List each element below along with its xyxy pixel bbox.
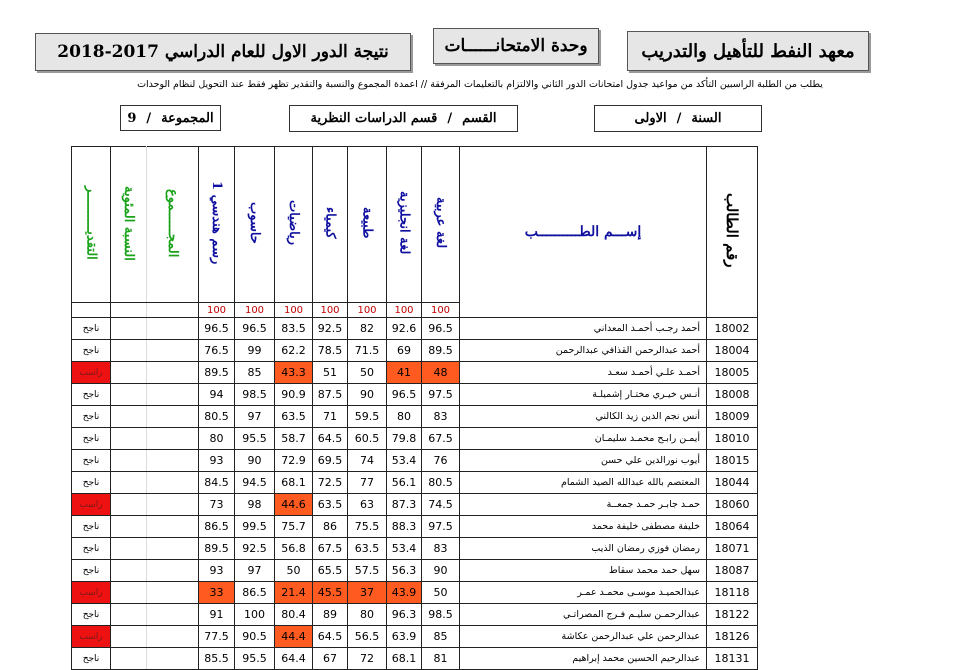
total-cell xyxy=(147,604,199,626)
total-cell xyxy=(147,472,199,494)
mark-cell: 63.5 xyxy=(313,494,348,516)
mark-cell: 53.4 xyxy=(387,538,422,560)
percent-cell xyxy=(111,516,147,538)
mark-cell: 90 xyxy=(235,450,275,472)
mark-cell: 96.5 xyxy=(387,384,422,406)
mark-cell: 60.5 xyxy=(348,428,387,450)
mark-cell: 64.4 xyxy=(275,648,313,670)
mark-cell: 51 xyxy=(313,362,348,384)
student-name-cell: أحمد عبدالرحمن القذافي عبدالرحمن xyxy=(460,340,707,362)
percent-cell xyxy=(111,538,147,560)
header-nature: طبيعة xyxy=(348,147,387,303)
mark-cell: 64.5 xyxy=(313,428,348,450)
student-name-cell: أيمـن رابـح محمـد سليمـان xyxy=(460,428,707,450)
percent-cell xyxy=(111,450,147,472)
grade-cell: ناجح xyxy=(72,428,111,450)
mark-cell: 100 xyxy=(235,604,275,626)
mark-cell: 77.5 xyxy=(199,626,235,648)
mark-cell: 82 xyxy=(348,318,387,340)
mark-cell: 64.5 xyxy=(313,626,348,648)
total-cell xyxy=(147,384,199,406)
department-value: قسم الدراسات النظرية xyxy=(310,111,438,126)
mark-cell: 65.5 xyxy=(313,560,348,582)
total-cell xyxy=(147,494,199,516)
total-cell xyxy=(147,648,199,670)
mark-cell: 80 xyxy=(348,604,387,626)
year-separator: / xyxy=(676,111,682,126)
mark-cell: 63.9 xyxy=(387,626,422,648)
mark-cell: 90 xyxy=(422,560,460,582)
mark-cell: 89 xyxy=(313,604,348,626)
mark-cell: 72.5 xyxy=(313,472,348,494)
mark-cell: 71.5 xyxy=(348,340,387,362)
mark-cell: 87.3 xyxy=(387,494,422,516)
header-math: رياضيات xyxy=(275,147,313,303)
mark-cell: 98.5 xyxy=(235,384,275,406)
mark-cell: 50 xyxy=(348,362,387,384)
mark-cell: 98.5 xyxy=(422,604,460,626)
mark-cell: 67.5 xyxy=(422,428,460,450)
table-row xyxy=(72,362,758,384)
mark-cell: 56.1 xyxy=(387,472,422,494)
mark-cell: 97 xyxy=(235,406,275,428)
group-separator: / xyxy=(146,110,152,126)
mark-cell: 58.7 xyxy=(275,428,313,450)
mark-cell: 96.5 xyxy=(199,318,235,340)
mark-cell: 80.5 xyxy=(422,472,460,494)
student-id-cell: 18015 xyxy=(707,450,758,472)
mark-cell: 89.5 xyxy=(199,362,235,384)
header-chemistry: كيمياء xyxy=(313,147,348,303)
mark-cell: 77 xyxy=(348,472,387,494)
table-row xyxy=(72,604,758,626)
student-name-cell: رمضان فوزي رمضان الذيب xyxy=(460,538,707,560)
mark-cell: 72.9 xyxy=(275,450,313,472)
total-cell xyxy=(147,428,199,450)
total-cell xyxy=(147,560,199,582)
grade-cell: راسب xyxy=(72,582,111,604)
table-row xyxy=(72,516,758,538)
percent-cell xyxy=(111,604,147,626)
grade-cell: ناجح xyxy=(72,384,111,406)
mark-cell: 43.3 xyxy=(275,362,313,384)
mark-cell: 43.9 xyxy=(387,582,422,604)
mark-cell: 93 xyxy=(199,450,235,472)
student-name-cell: المعتصم بالله عبدالله الصيد الشمام xyxy=(460,472,707,494)
mark-cell: 50 xyxy=(422,582,460,604)
mark-cell: 69.5 xyxy=(313,450,348,472)
table-row xyxy=(72,626,758,648)
mark-cell: 74 xyxy=(348,450,387,472)
table-row xyxy=(72,494,758,516)
group-label: المجموعة xyxy=(161,110,214,126)
mark-cell: 80.5 xyxy=(199,406,235,428)
mark-cell: 86 xyxy=(313,516,348,538)
header-drawing: رسم هندسي 1 xyxy=(199,147,235,303)
max-mark: 100 xyxy=(199,303,235,318)
mark-cell: 44.4 xyxy=(275,626,313,648)
grade-cell: ناجح xyxy=(72,516,111,538)
mark-cell: 95.5 xyxy=(235,428,275,450)
percent-cell xyxy=(111,384,147,406)
table-row xyxy=(72,582,758,604)
department-label: القسم xyxy=(462,111,497,126)
mark-cell: 91 xyxy=(199,604,235,626)
max-mark: 100 xyxy=(422,303,460,318)
mark-cell: 56.8 xyxy=(275,538,313,560)
mark-cell: 89.5 xyxy=(199,538,235,560)
max-empty xyxy=(72,303,111,318)
mark-cell: 53.4 xyxy=(387,450,422,472)
student-name-cell: حمـد جابـر حمـد جمعــة xyxy=(460,494,707,516)
mark-cell: 83 xyxy=(422,406,460,428)
grade-cell: ناجح xyxy=(72,604,111,626)
header-english: لغة انجليزية xyxy=(387,147,422,303)
percent-cell xyxy=(111,626,147,648)
percent-cell xyxy=(111,494,147,516)
mark-cell: 96.5 xyxy=(235,318,275,340)
table-row xyxy=(72,538,758,560)
mark-cell: 83 xyxy=(422,538,460,560)
mark-cell: 88.3 xyxy=(387,516,422,538)
unit-title: وحدة الامتحانــــــات xyxy=(433,28,599,64)
student-id-cell: 18002 xyxy=(707,318,758,340)
mark-cell: 95.5 xyxy=(235,648,275,670)
header-grade: التقديــــــــــر xyxy=(72,147,111,303)
table-row xyxy=(72,648,758,670)
mark-cell: 78.5 xyxy=(313,340,348,362)
grade-cell: ناجح xyxy=(72,472,111,494)
mark-cell: 85 xyxy=(235,362,275,384)
mark-cell: 67 xyxy=(313,648,348,670)
mark-cell: 72 xyxy=(348,648,387,670)
table-row xyxy=(72,384,758,406)
grade-cell: ناجح xyxy=(72,648,111,670)
student-id-cell: 18060 xyxy=(707,494,758,516)
mark-cell: 94.5 xyxy=(235,472,275,494)
mark-cell: 62.2 xyxy=(275,340,313,362)
mark-cell: 97.5 xyxy=(422,384,460,406)
grade-cell: ناجح xyxy=(72,340,111,362)
mark-cell: 99.5 xyxy=(235,516,275,538)
percent-cell xyxy=(111,472,147,494)
percent-cell xyxy=(111,648,147,670)
student-id-cell: 18005 xyxy=(707,362,758,384)
mark-cell: 50 xyxy=(275,560,313,582)
mark-cell: 96.5 xyxy=(422,318,460,340)
mark-cell: 69 xyxy=(387,340,422,362)
student-id-cell: 18064 xyxy=(707,516,758,538)
mark-cell: 90.5 xyxy=(235,626,275,648)
total-cell xyxy=(147,450,199,472)
percent-cell xyxy=(111,362,147,384)
mark-cell: 90 xyxy=(348,384,387,406)
mark-cell: 92.6 xyxy=(387,318,422,340)
year-box xyxy=(594,105,762,132)
header-arabic: لغة عربية xyxy=(422,147,460,303)
mark-cell: 45.5 xyxy=(313,582,348,604)
student-name-cell: خليفة مصطفى خليفة محمد xyxy=(460,516,707,538)
mark-cell: 92.5 xyxy=(235,538,275,560)
student-id-cell: 18122 xyxy=(707,604,758,626)
student-name-cell: أنس نجم الدين زيد الكالني xyxy=(460,406,707,428)
mark-cell: 68.1 xyxy=(275,472,313,494)
table-row xyxy=(72,472,758,494)
mark-cell: 80 xyxy=(199,428,235,450)
max-mark: 100 xyxy=(235,303,275,318)
max-mark: 100 xyxy=(387,303,422,318)
table-row xyxy=(72,560,758,582)
mark-cell: 75.7 xyxy=(275,516,313,538)
mark-cell: 76 xyxy=(422,450,460,472)
total-cell xyxy=(147,626,199,648)
percent-cell xyxy=(111,340,147,362)
student-name-cell: عبدالرحيم الحسين محمد إبراهيم xyxy=(460,648,707,670)
grade-cell: ناجح xyxy=(72,450,111,472)
student-id-cell: 18131 xyxy=(707,648,758,670)
mark-cell: 86.5 xyxy=(199,516,235,538)
table-row xyxy=(72,450,758,472)
mark-cell: 21.4 xyxy=(275,582,313,604)
max-mark: 100 xyxy=(313,303,348,318)
mark-cell: 93 xyxy=(199,560,235,582)
grade-cell: ناجح xyxy=(72,406,111,428)
table-row xyxy=(72,428,758,450)
mark-cell: 87.5 xyxy=(313,384,348,406)
max-mark: 100 xyxy=(275,303,313,318)
student-name-cell: أحمد رجـب أحمـد المعداني xyxy=(460,318,707,340)
max-mark: 100 xyxy=(348,303,387,318)
grade-cell: ناجح xyxy=(72,538,111,560)
total-cell xyxy=(147,318,199,340)
header-student-id: رقم الطالب xyxy=(707,147,758,318)
grade-cell: راسب xyxy=(72,626,111,648)
year-label: السنة xyxy=(691,111,722,126)
total-cell xyxy=(147,340,199,362)
total-cell xyxy=(147,582,199,604)
results-table xyxy=(71,146,758,670)
mark-cell: 80 xyxy=(387,406,422,428)
mark-cell: 74.5 xyxy=(422,494,460,516)
table-row xyxy=(72,406,758,428)
mark-cell: 86.5 xyxy=(235,582,275,604)
result-title: نتيجة الدور الاول للعام الدراسي 2017-2018 xyxy=(35,33,411,71)
max-empty xyxy=(111,303,147,318)
year-value: الاولى xyxy=(634,111,667,126)
total-cell xyxy=(147,406,199,428)
percent-cell xyxy=(111,560,147,582)
mark-cell: 80.4 xyxy=(275,604,313,626)
percent-cell xyxy=(111,428,147,450)
mark-cell: 84.5 xyxy=(199,472,235,494)
mark-cell: 98 xyxy=(235,494,275,516)
institute-title: معهد النفط للتأهيل والتدريب xyxy=(627,31,869,71)
student-name-cell: عبدالرحمـن سليـم فـرج المصراتـي xyxy=(460,604,707,626)
grade-cell: ناجح xyxy=(72,560,111,582)
mark-cell: 79.8 xyxy=(387,428,422,450)
header-row xyxy=(72,147,758,303)
group-value: 9 xyxy=(127,110,137,126)
mark-cell: 83.5 xyxy=(275,318,313,340)
mark-cell: 37 xyxy=(348,582,387,604)
mark-cell: 81 xyxy=(422,648,460,670)
student-name-cell: عبدالحميـد موسـى محمـد عمـر xyxy=(460,582,707,604)
header-total: المجــــــموع xyxy=(147,147,199,303)
percent-cell xyxy=(111,406,147,428)
mark-cell: 41 xyxy=(387,362,422,384)
table-row xyxy=(72,340,758,362)
mark-cell: 99 xyxy=(235,340,275,362)
department-box xyxy=(289,105,518,132)
student-id-cell: 18010 xyxy=(707,428,758,450)
student-name-cell: أيوب نورالدين علي حسن xyxy=(460,450,707,472)
header-computer: حاسوب xyxy=(235,147,275,303)
header-percent: النسبة المئوية xyxy=(111,147,147,303)
mark-cell: 94 xyxy=(199,384,235,406)
department-separator: / xyxy=(447,111,453,126)
mark-cell: 59.5 xyxy=(348,406,387,428)
mark-cell: 90.9 xyxy=(275,384,313,406)
mark-cell: 76.5 xyxy=(199,340,235,362)
mark-cell: 97.5 xyxy=(422,516,460,538)
student-name-cell: أحمـد علـي أحمـد سعـد xyxy=(460,362,707,384)
mark-cell: 75.5 xyxy=(348,516,387,538)
group-box xyxy=(120,105,221,131)
student-id-cell: 18071 xyxy=(707,538,758,560)
mark-cell: 63.5 xyxy=(275,406,313,428)
student-id-cell: 18009 xyxy=(707,406,758,428)
mark-cell: 71 xyxy=(313,406,348,428)
mark-cell: 67.5 xyxy=(313,538,348,560)
grade-cell: راسب xyxy=(72,494,111,516)
total-cell xyxy=(147,362,199,384)
mark-cell: 57.5 xyxy=(348,560,387,582)
student-id-cell: 18004 xyxy=(707,340,758,362)
student-name-cell: سهل حمد محمد سقاط xyxy=(460,560,707,582)
mark-cell: 97 xyxy=(235,560,275,582)
grade-cell: ناجح xyxy=(72,318,111,340)
mark-cell: 56.3 xyxy=(387,560,422,582)
mark-cell: 92.5 xyxy=(313,318,348,340)
mark-cell: 33 xyxy=(199,582,235,604)
mark-cell: 89.5 xyxy=(422,340,460,362)
table-row xyxy=(72,318,758,340)
mark-cell: 68.1 xyxy=(387,648,422,670)
student-name-cell: أنـس خيـري مختـار إشميلـة xyxy=(460,384,707,406)
student-id-cell: 18126 xyxy=(707,626,758,648)
total-cell xyxy=(147,538,199,560)
instructions-note: يطلب من الطلبة الراسبين التأكد من مواعيد جدول امتحانات الدور الثاني والالتزام بالتعليمات المرفقة // اعمدة المجموع والنسبة والتقدير تظهر فقط عند التحويل لنظام الوحدات xyxy=(137,79,823,90)
grade-cell: راسب xyxy=(72,362,111,384)
max-empty xyxy=(147,303,199,318)
student-id-cell: 18044 xyxy=(707,472,758,494)
mark-cell: 56.5 xyxy=(348,626,387,648)
mark-cell: 85 xyxy=(422,626,460,648)
percent-cell xyxy=(111,582,147,604)
mark-cell: 73 xyxy=(199,494,235,516)
student-name-cell: عبدالرحمن علي عبدالرحمن عكاشة xyxy=(460,626,707,648)
mark-cell: 85.5 xyxy=(199,648,235,670)
student-id-cell: 18087 xyxy=(707,560,758,582)
mark-cell: 48 xyxy=(422,362,460,384)
total-cell xyxy=(147,516,199,538)
mark-cell: 44.6 xyxy=(275,494,313,516)
student-id-cell: 18008 xyxy=(707,384,758,406)
percent-cell xyxy=(111,318,147,340)
mark-cell: 63 xyxy=(348,494,387,516)
mark-cell: 96.3 xyxy=(387,604,422,626)
student-id-cell: 18118 xyxy=(707,582,758,604)
mark-cell: 63.5 xyxy=(348,538,387,560)
header-student-name: إســـم الطــــــــــب xyxy=(460,147,707,318)
